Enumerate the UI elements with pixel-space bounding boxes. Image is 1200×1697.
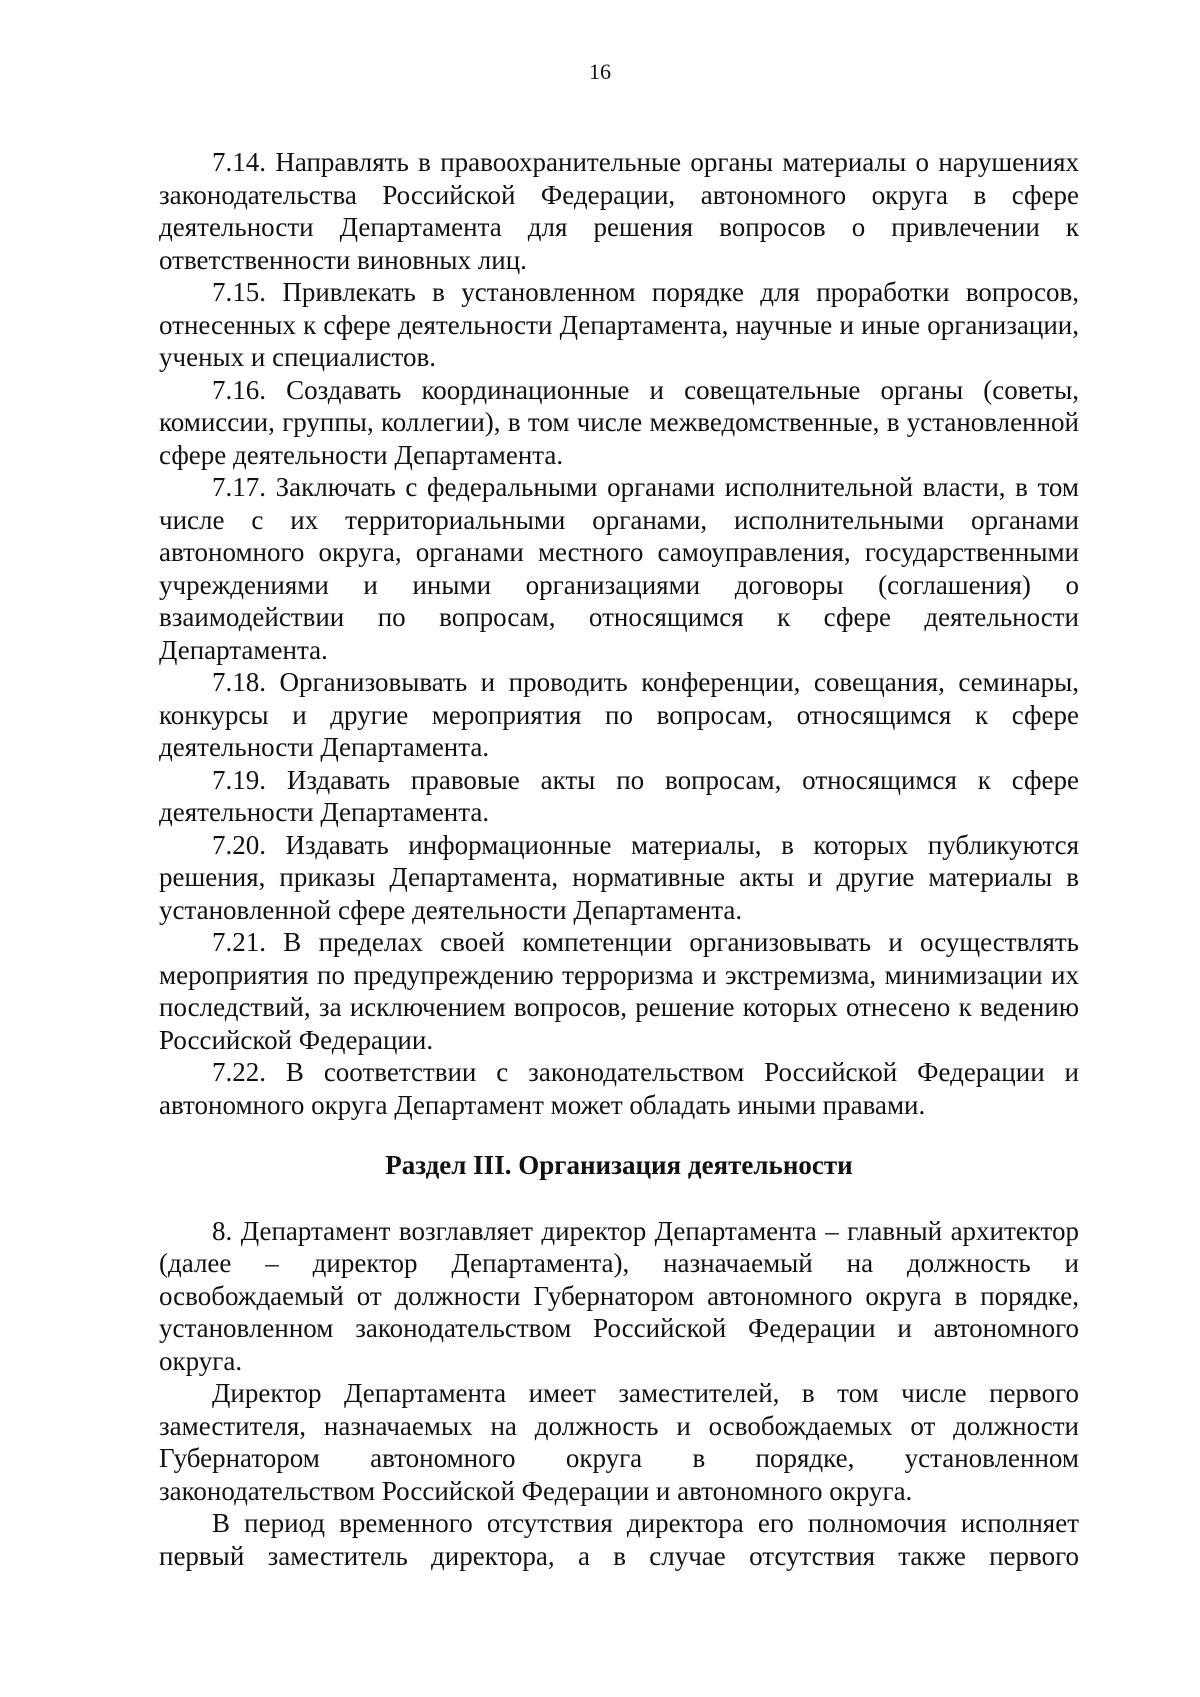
paragraph-7-17: 7.17. Заключать с федеральными органами исполнительной власти, в том числе с их территориальными органами, исполнительными органами автономного округа, органами местного самоуправления, государственными учреждениями и иными организациями договоры (соглашения) о взаимодействии по вопросам, относящимся к сфере деятельности Департамента.	[159, 472, 1079, 665]
paragraph-7-22: 7.22. В соответствии с законодательством Российской Федерации и автономного округа Департамент может обладать иными правами.	[159, 1057, 1079, 1120]
paragraph-absence: В период временного отсутствия директора его полномочия исполняет первый заместитель директора, а в случае отсутствия также первого	[159, 1508, 1079, 1571]
paragraph-7-18: 7.18. Организовывать и проводить конференции, совещания, семинары, конкурсы и другие мероприятия по вопросам, относящимся к сфере деятельности Департамента.	[159, 667, 1079, 762]
page-number: 16	[589, 59, 611, 84]
paragraph-deputies: Директор Департамента имеет заместителей, в том числе первого заместителя, назначаемых на должность и освобождаемых от должности Губернатором автономного округа в порядке, установленном законодательством Российской Федерации и автономного округа.	[159, 1378, 1079, 1506]
paragraph-7-16: 7.16. Создавать координационные и совещательные органы (советы, комиссии, группы, коллегии), в том числе межведомственные, в установленной сфере деятельности Департамента.	[159, 374, 1079, 470]
section-title: Раздел III. Организация деятельности	[385, 1150, 853, 1180]
paragraph-7-14: 7.14. Направлять в правоохранительные органы материалы о нарушениях законодательства Российской Федерации, автономного округа в сфере деятельности Департамента для решения вопросов о привлечении к ответственности виновных лиц.	[159, 147, 1079, 275]
paragraph-7-19: 7.19. Издавать правовые акты по вопросам, относящимся к сфере деятельности Департамента.	[159, 764, 1079, 827]
paragraph-8: 8. Департамент возглавляет директор Департамента – главный архитектор (далее – директор Департамента), назначаемый на должность и освобождаемый от должности Губернатором автономного округа в порядке, установленном законодательством Российской Федерации и автономного округа.	[159, 1215, 1079, 1376]
paragraph-7-20: 7.20. Издавать информационные материалы, в которых публикуются решения, приказы Департамента, нормативные акты и другие материалы в установленной сфере деятельности Департамента.	[159, 829, 1079, 925]
document-body	[159, 146, 1079, 1572]
paragraph-7-15: 7.15. Привлекать в установленном порядке для проработки вопросов, отнесенных к сфере деятельности Департамента, научные и иные организации, ученых и специалистов.	[159, 277, 1079, 372]
paragraph-7-21: 7.21. В пределах своей компетенции организовывать и осуществлять мероприятия по предупреждению терроризма и экстремизма, минимизации их последствий, за исключением вопросов, решение которых отнесено к ведению Российской Федерации.	[159, 927, 1079, 1055]
